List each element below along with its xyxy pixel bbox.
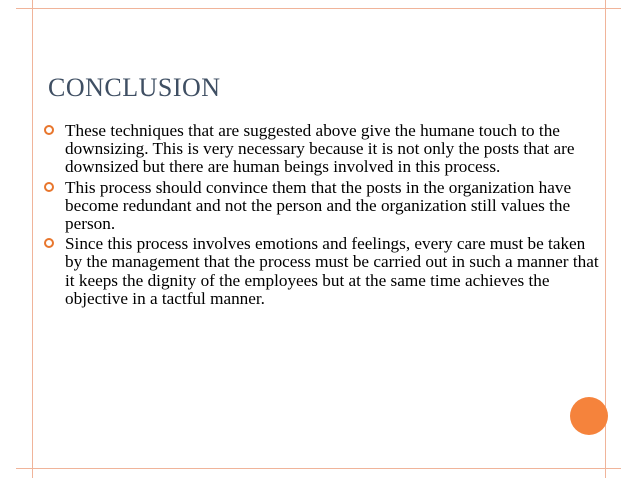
bullet-text: This process should convince them that the posts in the organization have become redundant and not the person and the organization still values the person. — [65, 177, 572, 234]
bullet-ring-icon — [44, 182, 54, 192]
frame-left-line — [32, 0, 33, 478]
slide-title: CONCLUSION — [48, 73, 221, 102]
bullet-ring-icon — [44, 125, 54, 135]
bullet-item — [44, 235, 600, 308]
bullet-list — [44, 122, 600, 310]
decorative-circle-icon — [570, 397, 608, 435]
bullet-text: Since this process involves emotions and feelings, every care must be taken by the management that the process must be carried out in such a manner that it keeps the dignity of the employees but at the same time achieves the objective in a tactful manner. — [65, 234, 599, 308]
bullet-item — [44, 122, 600, 177]
bullet-item — [44, 179, 600, 234]
bullet-ring-icon — [44, 238, 54, 248]
bullet-text: These techniques that are suggested above give the humane touch to the downsizing. This is very necessary because it is not only the posts that are downsized but there are human beings involved in this process. — [65, 121, 575, 177]
